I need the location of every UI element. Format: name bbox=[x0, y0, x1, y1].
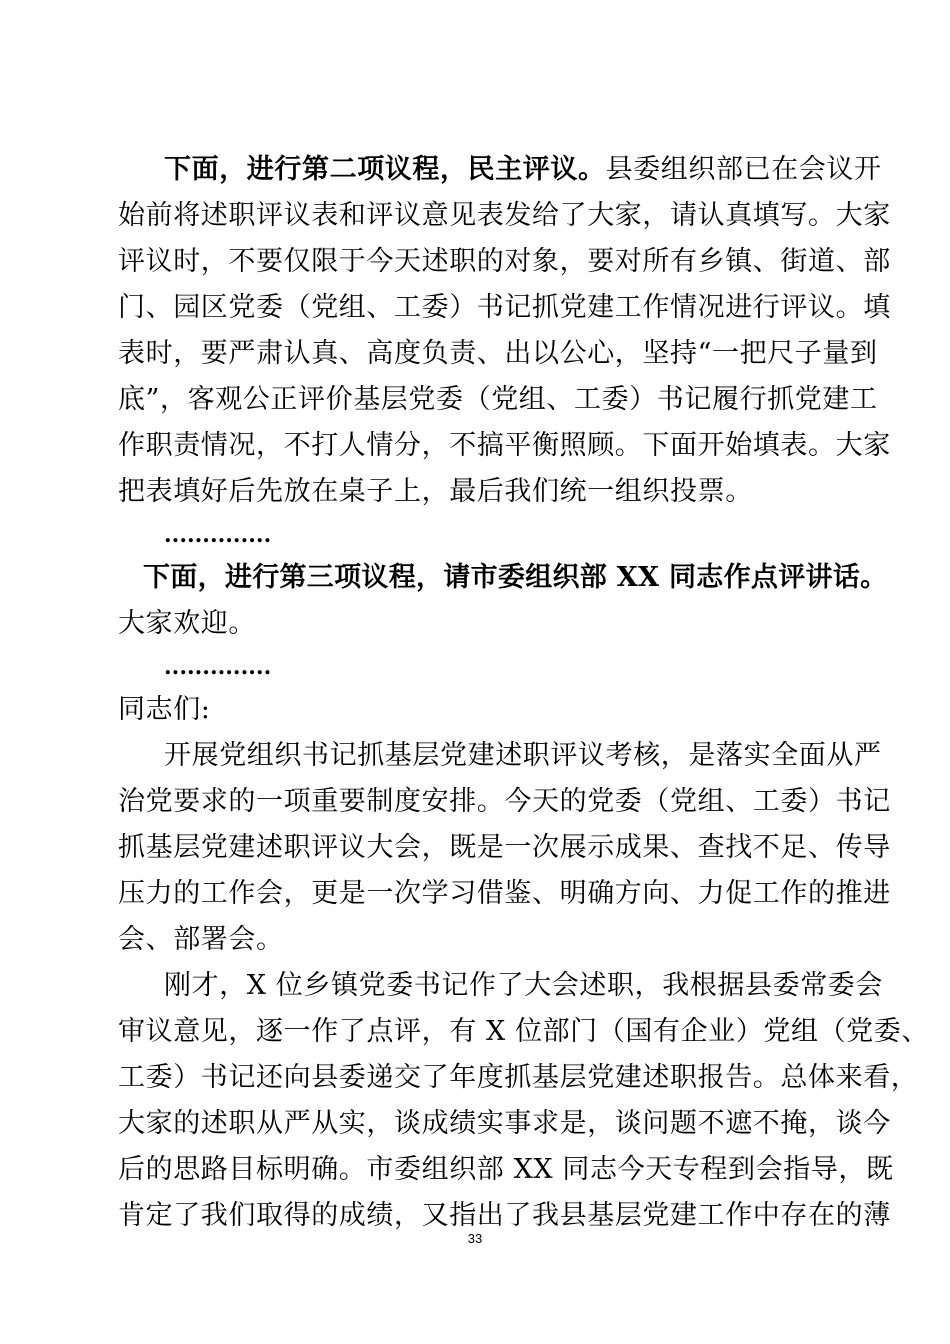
section2-line: 表时，要严肃认真、高度负责、出以公心，坚持“一把尺子量到 bbox=[118, 338, 878, 369]
paragraph2-line: 刚才，X 位乡镇党委书记作了大会述职，我根据县委常委会 bbox=[164, 970, 884, 1001]
paragraph1-line: 开展党组织书记抓基层党建述职评议考核，是落实全面从严 bbox=[164, 740, 882, 771]
paragraph1-line: 会、部署会。 bbox=[118, 924, 284, 955]
section2-line: 评议时，不要仅限于今天述职的对象，要对所有乡镇、街道、部 bbox=[118, 246, 891, 277]
section2-first-line bbox=[164, 152, 882, 188]
ellipsis-separator: .............. bbox=[164, 654, 272, 680]
section2-line: 底”，客观公正评价基层党委（党组、工委）书记履行抓党建工 bbox=[118, 384, 878, 415]
paragraph2-line: 审议意见，逐一作了点评，有 X 位部门（国有企业）党组（党委、 bbox=[118, 1016, 929, 1047]
section2-heading: 下面，进行第二项议程，民主评议。 bbox=[164, 154, 606, 185]
paragraph2-line: 后的思路目标明确。市委组织部 XX 同志今天专程到会指导，既 bbox=[118, 1154, 894, 1185]
section2-line1-rest: 县委组织部已在会议开 bbox=[605, 154, 882, 185]
section2-line: 始前将述职评议表和评议意见表发给了大家，请认真填写。大家 bbox=[118, 200, 891, 231]
paragraph2-line: 大家的述职从严从实，谈成绩实事求是，谈问题不遮不掩，谈今 bbox=[118, 1108, 891, 1139]
section2-line: 门、园区党委（党组、工委）书记抓党建工作情况进行评议。填 bbox=[118, 292, 891, 323]
section2-line: 把表填好后先放在桌子上，最后我们统一组织投票。 bbox=[118, 476, 753, 507]
salutation: 同志们: bbox=[118, 694, 211, 725]
paragraph1-line: 抓基层党建述职评议大会，既是一次展示成果、查找不足、传导 bbox=[118, 832, 891, 863]
paragraph1-line: 压力的工作会，更是一次学习借鉴、明确方向、力促工作的推进 bbox=[118, 878, 891, 909]
paragraph2-line: 肯定了我们取得的成绩，又指出了我县基层党建工作中存在的薄 bbox=[118, 1200, 891, 1231]
section2-line: 作职责情况，不打人情分，不搞平衡照顾。下面开始填表。大家 bbox=[118, 430, 891, 461]
paragraph2-line: 工委）书记还向县委递交了年度抓基层党建述职报告。总体来看， bbox=[118, 1062, 919, 1093]
paragraph1-line: 治党要求的一项重要制度安排。今天的党委（党组、工委）书记 bbox=[118, 786, 891, 817]
section3-line: 大家欢迎。 bbox=[118, 608, 256, 639]
section3-heading: 下面，进行第三项议程，请市委组织部 XX 同志作点评讲话。 bbox=[143, 562, 888, 593]
ellipsis-separator: .............. bbox=[164, 522, 272, 548]
page-number: 33 bbox=[467, 1231, 483, 1246]
